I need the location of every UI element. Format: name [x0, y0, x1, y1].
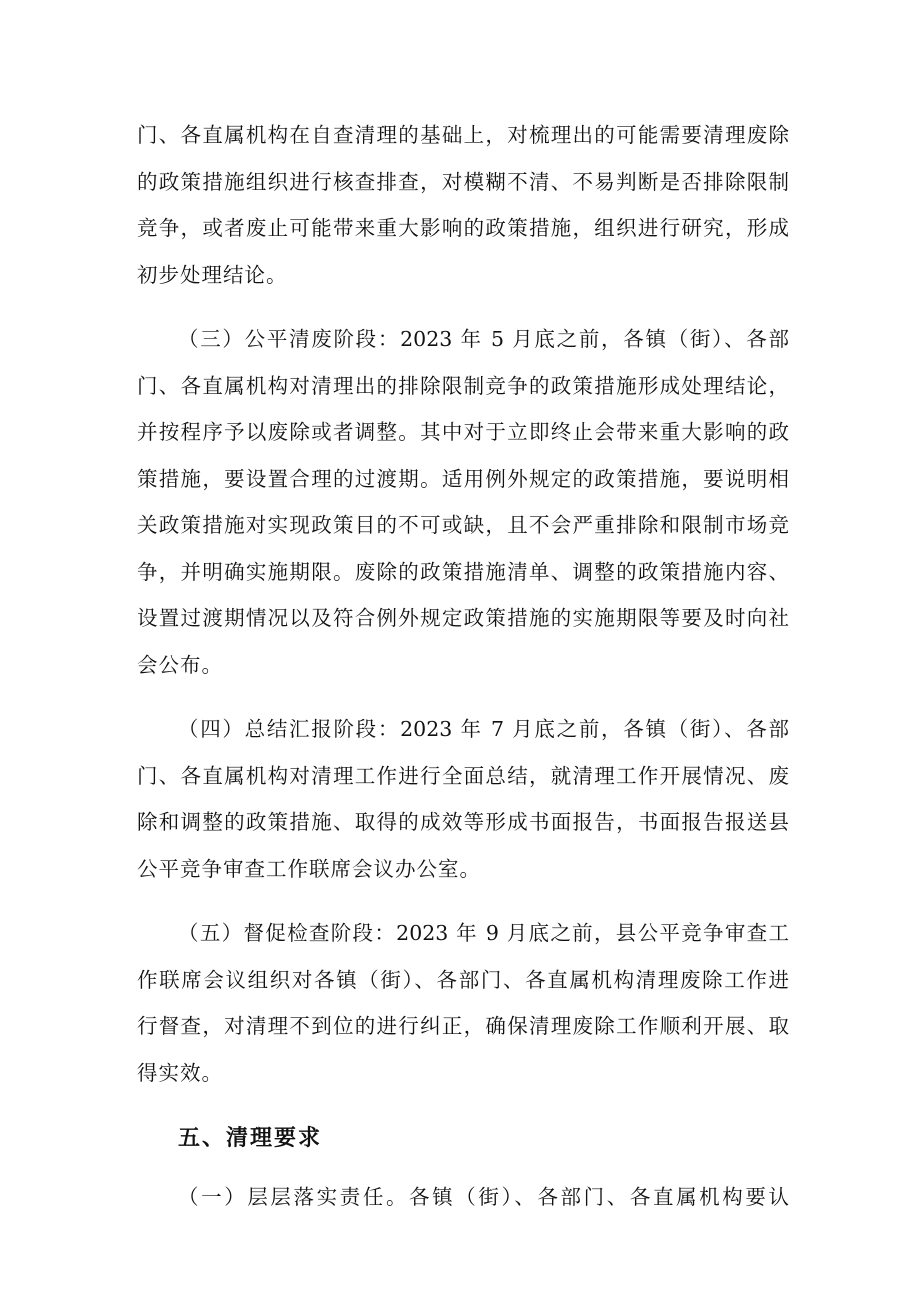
text-line: 并按程序予以废除或者调整。其中对于立即终止会带来重大影响的政 — [137, 420, 789, 444]
text-line: 竞争，或者废止可能带来重大影响的政策措施，组织进行研究，形成 — [137, 216, 789, 240]
text-line: 争，并明确实施期限。废除的政策措施清单、调整的政策措施内容、 — [137, 559, 789, 584]
text-line: （五）督促检查阶段：2023 年 9 月底之前，县公平竞争审查工 — [178, 921, 789, 945]
text-line: 的政策措施组织进行核查排查，对模糊不清、不易判断是否排除限制 — [137, 169, 789, 194]
text-line: 作联席会议组织对各镇（街）、各部门、各直属机构清理废除工作进 — [137, 967, 789, 992]
text-line: 门、各直属机构在自查清理的基础上，对梳理出的可能需要清理废除 — [137, 123, 789, 147]
text-line: 会公布。 — [137, 652, 223, 677]
paragraph-stage-3 — [137, 316, 789, 688]
text-line: 初步处理结论。 — [137, 262, 288, 287]
text-line: 关政策措施对实现政策目的不可或缺，且不会严重排除和限制市场竞 — [137, 513, 789, 537]
text-line: 策措施，要设置合理的过渡期。适用例外规定的政策措施，要说明相 — [137, 466, 789, 491]
text-line: 公平竞争审查工作联席会议办公室。 — [137, 856, 481, 881]
text-line: 得实效。 — [137, 1060, 223, 1085]
paragraph-stage-5 — [137, 910, 789, 1096]
document-body — [137, 112, 789, 1221]
text-line: 门、各直属机构对清理工作进行全面总结，就清理工作开展情况、废 — [137, 763, 789, 788]
paragraph-self-check-continuation — [137, 112, 789, 298]
text-line: 设置过渡期情况以及符合例外规定政策措施的实施期限等要及时向社 — [137, 606, 789, 630]
text-line: 除和调整的政策措施、取得的成效等形成书面报告，书面报告报送县 — [137, 810, 789, 834]
text-line: 门、各直属机构对清理出的排除限制竞争的政策措施形成处理结论， — [137, 373, 789, 398]
section-heading: 五、清理要求 — [178, 1126, 323, 1151]
text-line: （四）总结汇报阶段：2023 年 7 月底之前，各镇（街）、各部 — [178, 717, 789, 741]
paragraph-requirement-1 — [137, 1174, 789, 1221]
paragraph-stage-4 — [137, 706, 789, 892]
text-line: 行督查，对清理不到位的进行纠正，确保清理废除工作顺利开展、取 — [137, 1014, 789, 1038]
text-line: （一）层层落实责任。各镇（街）、各部门、各直属机构要认 — [178, 1185, 789, 1209]
text-line: （三）公平清废阶段：2023 年 5 月底之前，各镇（街）、各部 — [178, 327, 789, 351]
